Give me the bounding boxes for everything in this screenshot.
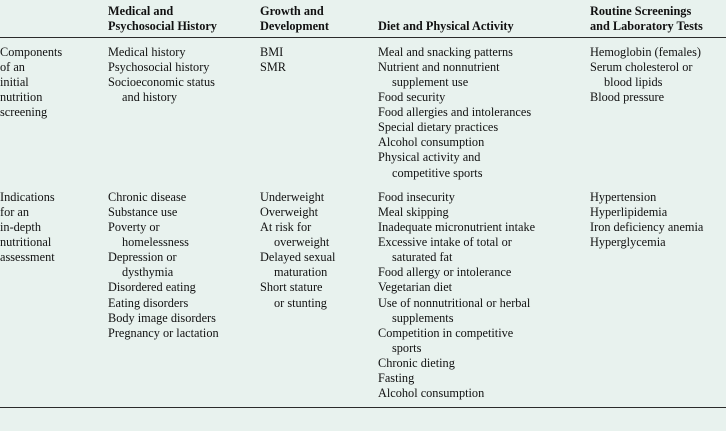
cell-0-3-list — [378, 45, 590, 181]
row-label-1-lines — [0, 190, 102, 266]
cell-line: Serum cholesterol or — [590, 59, 693, 74]
cell-line: sports — [392, 340, 422, 355]
row-label-line: in-depth — [0, 219, 41, 234]
row-label-line: Components — [0, 44, 63, 59]
cell-line: Body image disorders — [108, 310, 216, 325]
cell-1-4-list — [590, 190, 726, 251]
table-header — [0, 0, 726, 37]
cell-line: overweight — [274, 235, 330, 249]
cell-line: At risk for — [260, 219, 312, 234]
column-header-3-text: Diet and Physical Activity — [378, 18, 514, 33]
cell-line: Blood pressure — [590, 89, 665, 104]
cell-line: Medical history — [108, 44, 186, 59]
cell-line: Short stature — [260, 280, 323, 295]
cell-line: competitive sports — [392, 165, 483, 180]
cell-line: Special dietary practices — [378, 120, 499, 135]
header-row — [0, 0, 726, 37]
cell-line: maturation — [274, 265, 328, 280]
cell-0-2-list — [260, 45, 378, 75]
table-row — [0, 183, 726, 408]
cell-line: or stunting — [274, 295, 327, 310]
cell-line: Food allergy or intolerance — [378, 265, 512, 280]
table-row — [0, 37, 726, 183]
cell-line: Socioeconomic status — [108, 74, 215, 89]
cell-line: supplement use — [392, 74, 469, 89]
column-header-0 — [0, 0, 108, 37]
column-header-line: Development — [260, 18, 329, 33]
cell-0-2 — [260, 37, 378, 183]
cell-line: homelessness — [122, 235, 189, 249]
cell-0-4 — [590, 37, 726, 183]
cell-line: SMR — [260, 59, 286, 74]
cell-line: Chronic dieting — [378, 356, 455, 370]
row-label-1 — [0, 183, 108, 408]
cell-line: Hyperlipidemia — [590, 204, 668, 219]
cell-1-3 — [378, 183, 590, 408]
cell-line: Alcohol consumption — [378, 135, 485, 150]
cell-line: Excessive intake of total or — [378, 235, 512, 249]
cell-0-3 — [378, 37, 590, 183]
column-header-3 — [378, 0, 590, 37]
row-label-line: Indications — [0, 189, 55, 204]
column-header-1 — [108, 0, 260, 37]
cell-line: Chronic disease — [108, 189, 187, 204]
cell-line: Inadequate micronutrient intake — [378, 219, 536, 234]
cell-0-4-list — [590, 45, 726, 106]
cell-line: Disordered eating — [108, 280, 196, 295]
table-body — [0, 37, 726, 407]
cell-line: blood lipids — [604, 74, 663, 89]
row-label-line: initial — [0, 74, 29, 89]
cell-line: and history — [122, 89, 177, 104]
cell-line: Substance use — [108, 204, 178, 219]
cell-1-2 — [260, 183, 378, 408]
cell-line: Depression or — [108, 250, 177, 265]
cell-line: Overweight — [260, 204, 319, 219]
cell-line: Hemoglobin (females) — [590, 44, 701, 59]
cell-0-1-list — [108, 45, 260, 106]
column-header-line: and Laboratory Tests — [590, 18, 703, 33]
column-header-4 — [590, 0, 726, 37]
row-label-line: nutritional — [0, 235, 52, 249]
cell-line: Underweight — [260, 189, 325, 204]
row-label-0 — [0, 37, 108, 183]
cell-line: Pregnancy or lactation — [108, 325, 219, 340]
row-label-line: assessment — [0, 250, 55, 265]
cell-1-3-list — [378, 190, 590, 402]
row-label-line: nutrition — [0, 89, 43, 104]
column-header-line: Psychosocial History — [108, 18, 217, 33]
column-header-2 — [260, 0, 378, 37]
bottom-rule — [0, 407, 726, 408]
cell-line: Meal skipping — [378, 204, 449, 219]
cell-line: supplements — [392, 310, 454, 325]
cell-line: Fasting — [378, 371, 415, 386]
cell-line: Hyperglycemia — [590, 235, 666, 249]
cell-line: Iron deficiency anemia — [590, 219, 704, 234]
row-label-line: for an — [0, 204, 30, 219]
cell-line: Food allergies and intolerances — [378, 105, 532, 119]
cell-line: Meal and snacking patterns — [378, 44, 513, 59]
cell-line: Poverty or — [108, 219, 160, 234]
cell-0-1 — [108, 37, 260, 183]
cell-line: Physical activity and — [378, 150, 481, 165]
cell-line: Psychosocial history — [108, 59, 210, 74]
cell-line: Food security — [378, 89, 446, 104]
cell-line: dysthymia — [122, 265, 174, 280]
row-label-line: of an — [0, 59, 25, 74]
cell-1-4 — [590, 183, 726, 408]
row-label-line: screening — [0, 105, 48, 119]
cell-line: Competition in competitive — [378, 325, 514, 340]
cell-line: Nutrient and nonnutrient — [378, 59, 500, 74]
column-header-line: Growth and — [260, 4, 324, 18]
cell-1-1 — [108, 183, 260, 408]
column-header-line: Medical and — [108, 4, 174, 18]
cell-line: Eating disorders — [108, 295, 189, 310]
cell-1-1-list — [108, 190, 260, 341]
cell-line: Food insecurity — [378, 189, 455, 204]
cell-1-2-list — [260, 190, 378, 311]
cell-line: Hypertension — [590, 189, 657, 204]
column-header-line: Routine Screenings — [590, 4, 692, 18]
cell-line: saturated fat — [392, 250, 453, 265]
cell-line: Alcohol consumption — [378, 386, 485, 401]
cell-line: BMI — [260, 44, 284, 59]
cell-line: Vegetarian diet — [378, 280, 453, 295]
cell-line: Delayed sexual — [260, 250, 336, 265]
row-label-0-lines — [0, 45, 102, 121]
cell-line: Use of nonnutritional or herbal — [378, 295, 531, 310]
